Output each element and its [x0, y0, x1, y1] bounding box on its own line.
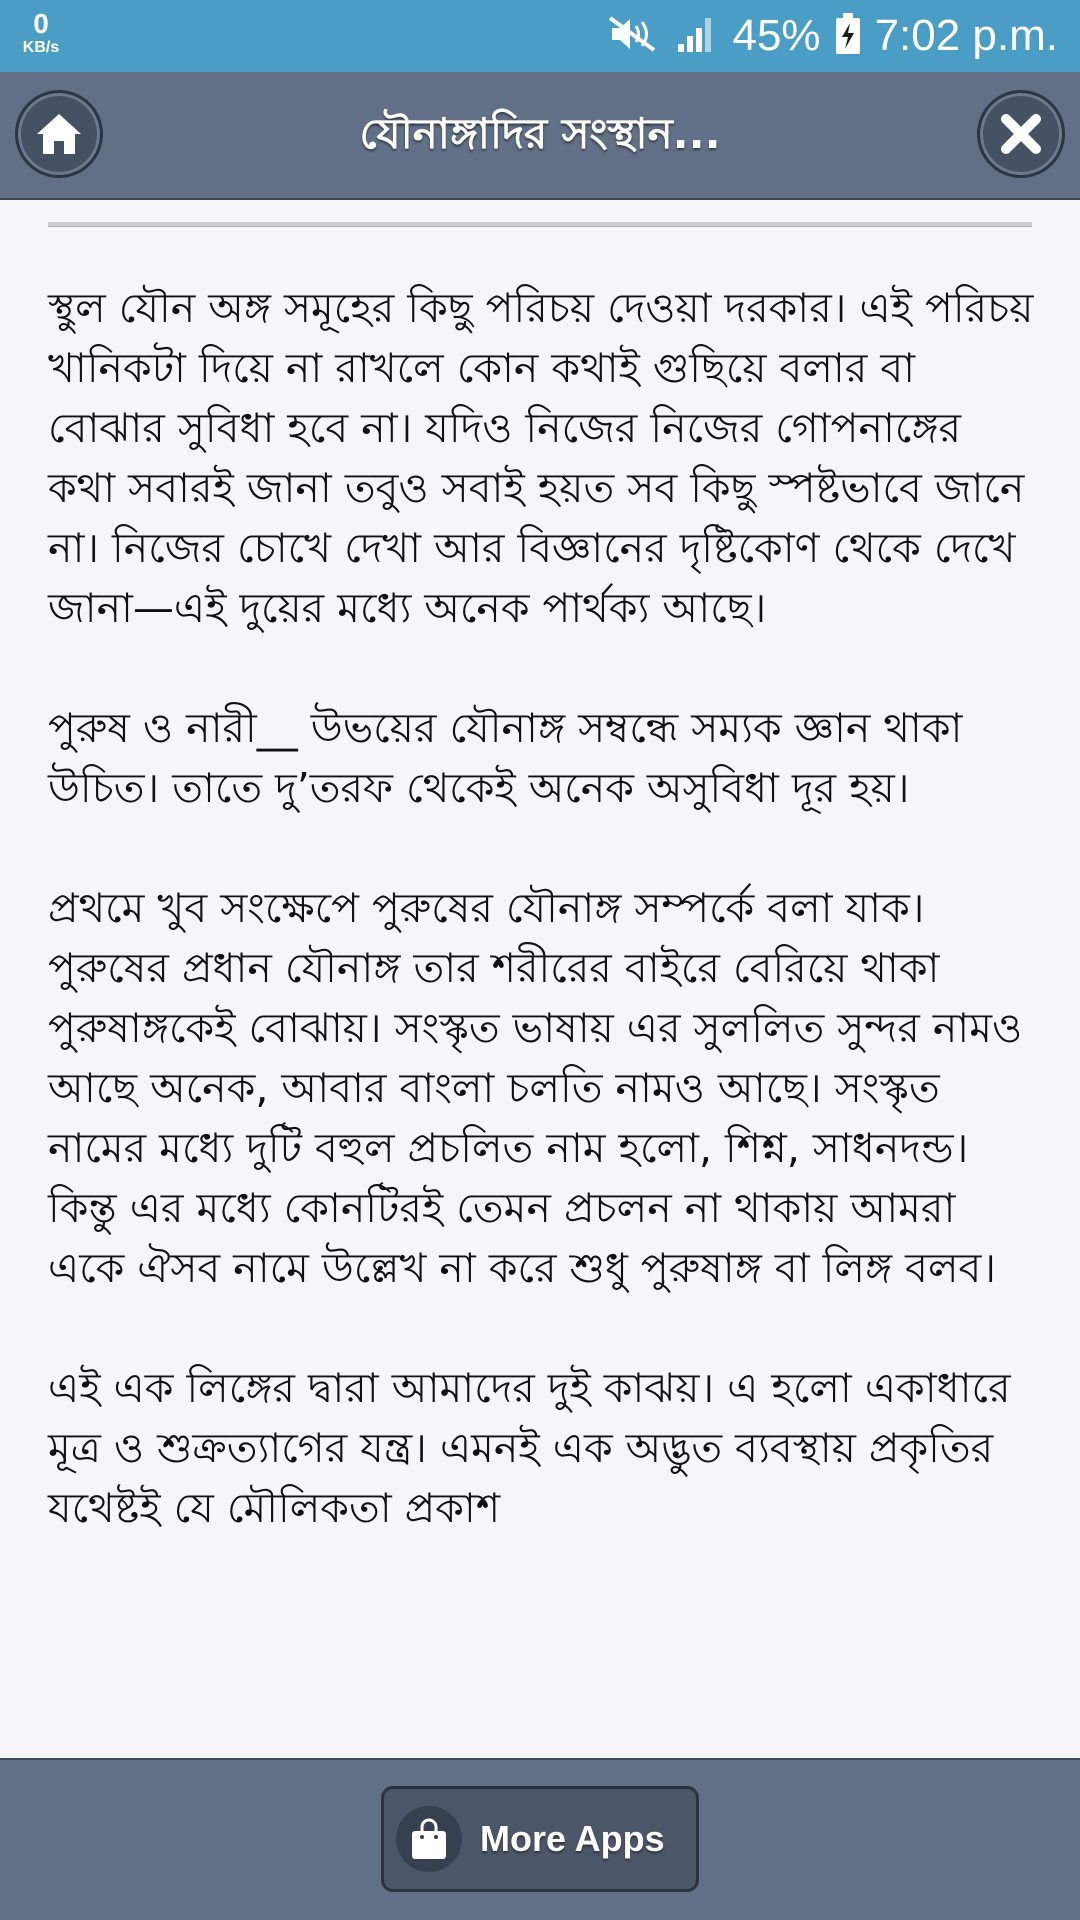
bag-icon-circle: [396, 1806, 462, 1872]
home-icon: [35, 111, 83, 157]
close-button[interactable]: [977, 90, 1065, 178]
battery-charging-icon: [835, 13, 861, 60]
divider: [48, 222, 1032, 227]
bottom-bar: [0, 1758, 1080, 1920]
more-apps-label: More Apps: [480, 1818, 665, 1859]
article-paragraph: পুরুষ ও নারী__ উভয়ের যৌনাঙ্গ সম্বন্ধে সম্যক জ্ঞান থাকা উচিত। তাতে দু’তরফ থেকেই অনেক অসুবিধা দূর হয়।: [48, 704, 963, 812]
toolbar: [0, 72, 1080, 200]
status-icons: [606, 0, 1058, 72]
article-paragraph: এই এক লিঙ্গের দ্বারা আমাদের দুই কাঝয়। এ হলো একাধারে মূত্র ও শুক্রত্যাগের যন্ত্র। এমনই এক অদ্ভুত ব্যবস্থায় প্রকৃতির যথেষ্টই যে মৌলিকতা প্রকাশ: [48, 1364, 1011, 1532]
home-button[interactable]: [15, 90, 103, 178]
article-paragraph: প্রথমে খুব সংক্ষেপে পুরুষের যৌনাঙ্গ সম্পর্কে বলা যাক। পুরুষের প্রধান যৌনাঙ্গ তার শরীরের বাইরে বেরিয়ে থাকা পুরুষাঙ্গকেই বোঝায়। সংস্কৃত ভাষায় এর সুললিত সুন্দর নামও আছে অনেক, আবার বাংলা চলতি নামও আছে। সংস্কৃত নামের মধ্যে দুটি বহুল প্রচলিত নাম হলো, শিশ্ন, সাধনদন্ড। কিন্তু এর মধ্যে কোনটিরই তেমন প্রচলন না থাকায় আমরা একে ঐসব নামে উল্লেখ না করে শুধু পুরুষাঙ্গ বা লিঙ্গ বলব।: [48, 884, 1023, 1292]
net-speed-value: 0: [33, 8, 49, 39]
mute-icon: [606, 14, 662, 59]
battery-percent: 45%: [732, 11, 821, 60]
article-body: [48, 278, 1038, 1598]
page-title: যৌনাঙ্গাদির সংস্থান...: [359, 108, 721, 158]
more-apps-button[interactable]: [381, 1786, 699, 1892]
article-scroll-area[interactable]: [0, 202, 1080, 1758]
close-icon: [998, 111, 1044, 157]
clock: 7:02 p.m.: [874, 11, 1058, 60]
article-paragraph: স্থুল যৌন অঙ্গ সমূহের কিছু পরিচয় দেওয়া দরকার। এই পরিচয় খানিকটা দিয়ে না রাখলে কোন কথাই গুছিয়ে বলার বা বোঝার সুবিধা হবে না। যদিও নিজের নিজের গোপনাঙ্গের কথা সবারই জানা তবুও সবাই হয়ত সব কিছু স্পষ্টভাবে জানে না। নিজের চোখে দেখা আর বিজ্ঞানের দৃষ্টিকোণ থেকে দেখে জানা—এই দুয়ের মধ্যে অনেক পার্থক্য আছে।: [48, 284, 1034, 632]
shopping-bag-icon: [409, 1817, 449, 1861]
status-bar: [0, 0, 1080, 72]
net-speed-unit: KB/s: [22, 39, 60, 56]
signal-icon: [676, 14, 718, 59]
net-speed-indicator: [16, 10, 66, 56]
